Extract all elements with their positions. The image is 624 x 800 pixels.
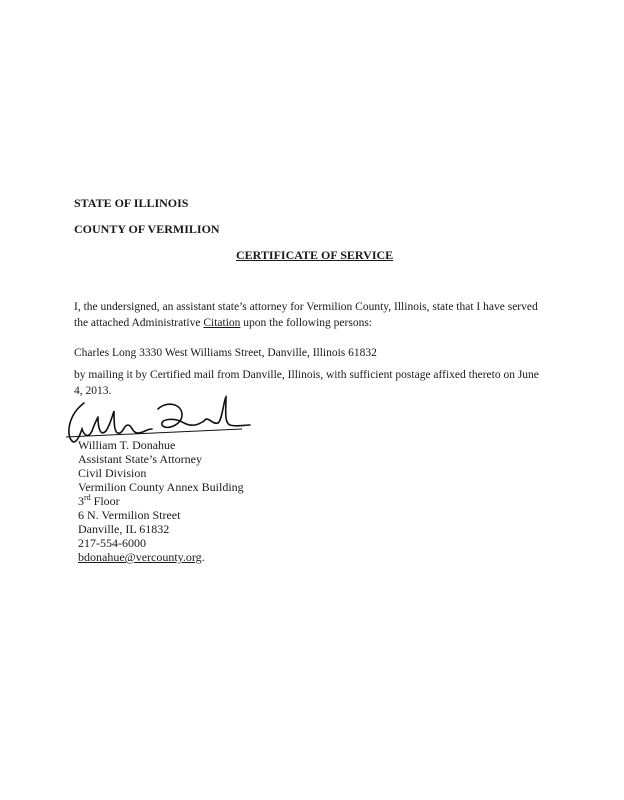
- floor-word: Floor: [90, 494, 120, 508]
- signer-city: Danville, IL 61832: [78, 522, 170, 536]
- floor-number: 3: [78, 494, 84, 508]
- para1-line2-start: the attached Administrative: [74, 317, 204, 329]
- signer-name: William T. Donahue: [78, 438, 176, 452]
- signer-email-line: [78, 550, 205, 564]
- recipient-line: Charles Long 3330 West Williams Street, Danville, Illinois 61832: [74, 347, 377, 359]
- body-paragraph-2-line-1: by mailing it by Certified mail from Danville, Illinois, with sufficient postage affixed thereto on June: [74, 369, 539, 381]
- floor-suffix: rd: [84, 493, 91, 502]
- signer-division: Civil Division: [78, 466, 147, 480]
- state-heading: STATE OF ILLINOIS: [74, 196, 189, 210]
- para1-line2-end: upon the following persons:: [240, 317, 373, 329]
- signer-building: Vermilion County Annex Building: [78, 480, 244, 494]
- body-paragraph-1-line-2: [74, 316, 372, 330]
- signer-street: 6 N. Vermilion Street: [78, 508, 181, 522]
- email-trailing-period: .: [201, 550, 205, 564]
- body-paragraph-1-line-1: I, the undersigned, an assistant state’s attorney for Vermilion County, Illinois, state that I have served: [74, 301, 538, 313]
- signer-title: Assistant State’s Attorney: [78, 452, 202, 466]
- signer-floor: [78, 494, 120, 508]
- signer-email-link[interactable]: bdonahue@vercounty.org: [78, 550, 202, 564]
- signer-phone: 217-554-6000: [78, 536, 146, 550]
- body-paragraph-2-line-2: 4, 2013.: [74, 385, 112, 397]
- document-title: CERTIFICATE OF SERVICE: [236, 248, 394, 262]
- county-heading: COUNTY OF VERMILION: [74, 222, 220, 236]
- citation-link[interactable]: Citation: [203, 317, 241, 329]
